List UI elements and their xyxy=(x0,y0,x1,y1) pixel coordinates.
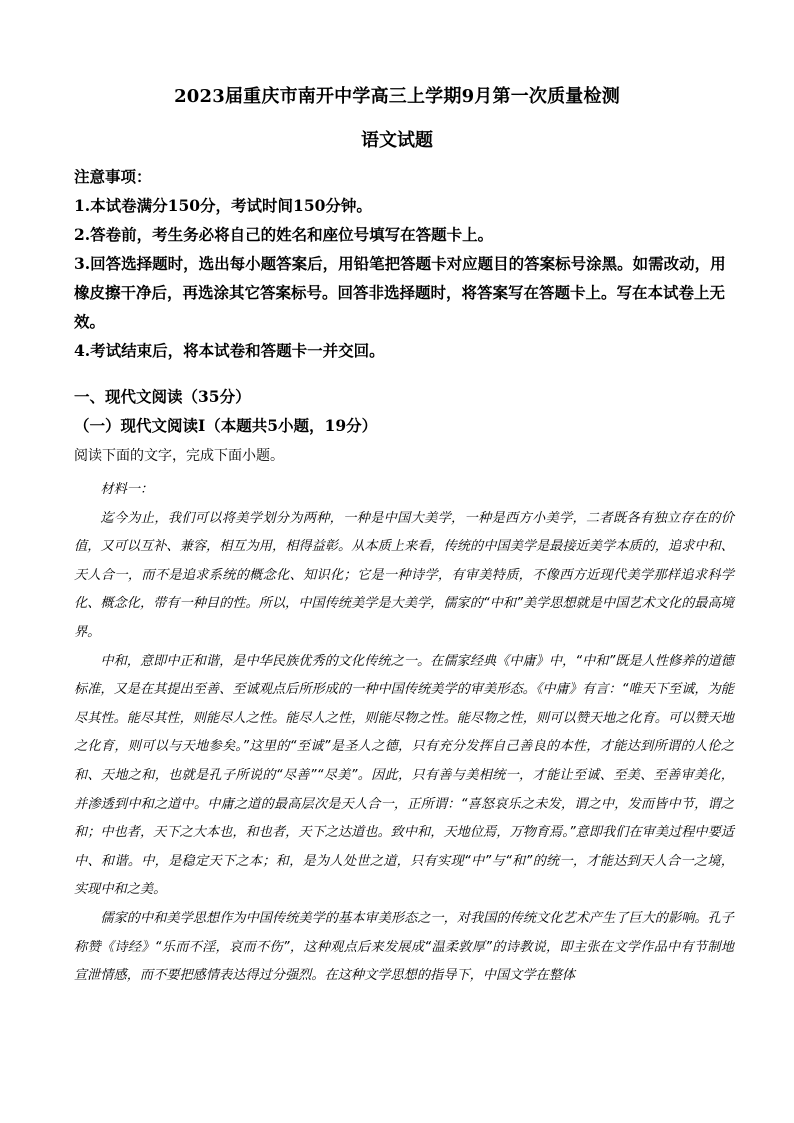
notice-item-3: 3.回答选择题时，选出每小题答案后，用铅笔把答题卡对应题目的答案标号涂黑。如需改动，用橡皮擦干净后，再选涂其它答案标号。回答非选择题时，将答案写在答题卡上。写在本试卷上无效。 xyxy=(74,254,726,331)
notice-item-1: 1.本试卷满分150分，考试时间150分钟。 xyxy=(74,196,372,215)
notice-section xyxy=(74,162,734,365)
notice-heading: 注意事项： xyxy=(74,167,152,186)
material-label: 材料一： xyxy=(100,482,154,497)
paragraph-3: 儒家的中和美学思想作为中国传统美学的基本审美形态之一，对我国的传统文化艺术产生了巨大的影响。孔子称赞《诗经》“乐而不淫，哀而不伤”，这种观点后来发展成“温柔敦厚”的诗教说，即主张在文学作品中有节制地宣泄情感，而不要把感情表达得过分强烈。在这种文学思想的指导下，中国文学在整体 xyxy=(74,910,734,984)
reading-instruction: 阅读下面的文字，完成下面小题。 xyxy=(74,448,284,464)
notice-item-2: 2.答卷前，考生务必将自己的姓名和座位号填写在答题卡上。 xyxy=(74,225,494,244)
exam-subtitle: 语文试题 xyxy=(361,130,433,151)
paragraph-2: 中和，意即中正和谐，是中华民族优秀的文化传统之一。在儒家经典《中庸》中，“中和”既是人性修养的道德标准，又是在其提出至善、至诚观点后所形成的一种中国传统美学的审美形态。《中庸》有言：“唯天下至诚，为能尽其性。能尽其性，则能尽人之性。能尽人之性，则能尽物之性。能尽物之性，则可以赞天地之化育。可以赞天地之化育，则可以与天地参矣。”这里的“至诚”是圣人之德，只有充分发挥自己善良的本性，才能达到所谓的人伦之和、天地之和，也就是孔子所说的“尽善”“尽美”。因此，只有善与美相统一，才能让至诚、至美、至善审美化，并渗透到中和之道中。中庸之道的最高层次是天人合一，正所谓：“喜怒哀乐之未发，谓之中，发而皆中节，谓之和；中也者，天下之大本也，和也者，天下之达道也。致中和，天地位焉，万物育焉。”意即我们在审美过程中要适中、和谐。中，是稳定天下之本；和，是为人处世之道，只有实现“中”与“和”的统一，才能达到天人合一之境，实现中和之美。 xyxy=(74,653,734,898)
reading-material xyxy=(74,476,734,991)
reading-section-header xyxy=(74,382,734,440)
sub-title: （一）现代文阅读Ⅰ（本题共5小题，19分） xyxy=(74,416,378,435)
exam-title: 2023届重庆市南开中学高三上学期9月第一次质量检测 xyxy=(174,86,620,107)
notice-item-4: 4.考试结束后，将本试卷和答题卡一并交回。 xyxy=(74,341,385,360)
paragraph-1: 迄今为止，我们可以将美学划分为两种，一种是中国大美学，一种是西方小美学，二者既各有独立存在的价值，又可以互补、兼容，相互为用，相得益彰。从本质上来看，传统的中国美学是最接近美学本质的，追求中和、天人合一，而不是追求系统的概念化、知识化；它是一种诗学，有审美特质，不像西方近现代美学那样追求科学化、概念化，带有一种目的性。所以，中国传统美学是大美学，儒家的“中和”美学思想就是中国艺术文化的最高境界。 xyxy=(74,510,734,640)
part-title: 一、现代文阅读（35分） xyxy=(74,387,251,406)
